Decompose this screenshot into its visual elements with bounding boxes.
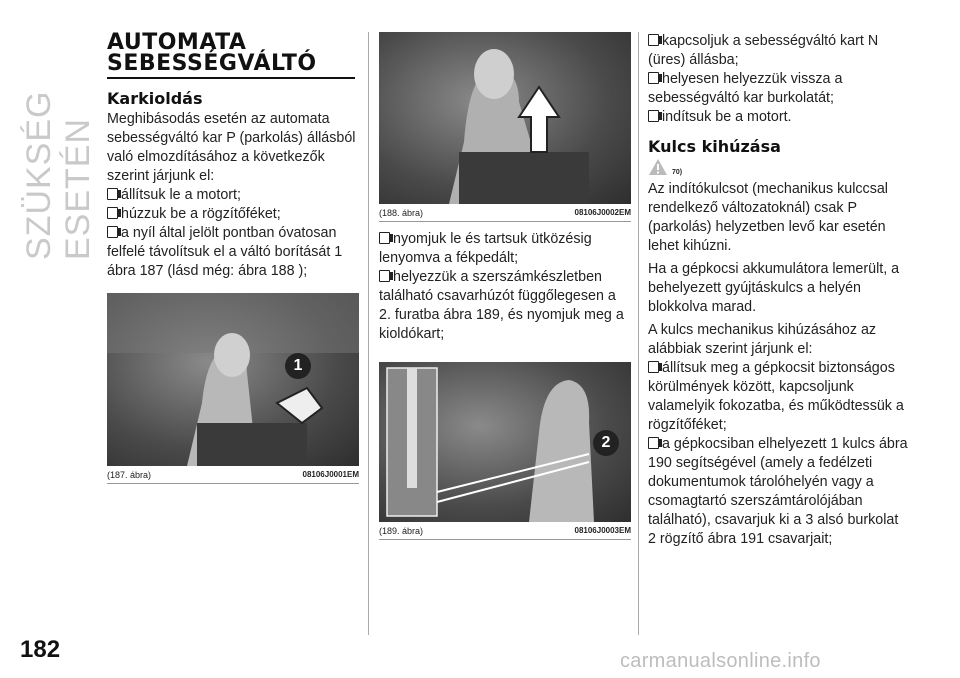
bullet-icon <box>648 72 659 84</box>
subtitle-kulcs-kihuzasa: Kulcs kihúzása <box>648 137 781 156</box>
subtitle-karkioldas: Karkioldás <box>107 89 203 108</box>
step-item: állítsuk le a motort; <box>107 186 359 205</box>
section-title <box>107 32 355 79</box>
figure-188-caption: (188. ábra) 08106J0002EM <box>379 204 631 222</box>
step-item: indítsuk be a motort. <box>648 108 908 127</box>
step-item: húzzuk be a rögzítőféket; <box>107 205 359 224</box>
column-2 <box>379 32 631 548</box>
figure-188-image <box>379 32 631 204</box>
step-item: kapcsoljuk a sebességváltó kart N (üres) állásba; <box>648 33 879 68</box>
bullet-icon <box>648 34 659 46</box>
callout-badge-1: 1 <box>285 353 311 379</box>
figure-187-caption: (187. ábra) 08106J0001EM <box>107 466 359 484</box>
watermark: carmanualsonline.info <box>620 650 821 672</box>
intro-paragraph: Meghibásodás esetén az automata sebességváltó kar P (parkolás) állásból való elmozdításához a következők szerint járjunk el: <box>107 111 356 184</box>
section-title-line1: AUTOMATA <box>107 30 247 55</box>
step-item: a nyíl által jelölt pontban óvatosan felfelé távolítsuk el a váltó borítását 1 ábra 187 (lásd még: ábra 188 ); <box>107 225 343 279</box>
column-1 <box>107 32 359 492</box>
page-number: 182 <box>20 636 61 663</box>
step-item: állítsuk meg a gépkocsit biztonságos körülmények között, kapcsoljunk valamelyik fokozatba, és működtessük a rögzítőféket; <box>648 360 904 433</box>
column-divider <box>368 32 369 635</box>
key-paragraph-1: Az indítókulcsot (mechanikus kulccsal rendelkező változatoknál) csak P (parkolás) helyzetben levő kar esetén lehet kihúzni. <box>648 181 888 254</box>
bullet-icon <box>107 188 118 200</box>
gear-lever-illustration <box>379 32 631 204</box>
bullet-icon <box>379 270 390 282</box>
step-item: helyesen helyezzük vissza a sebességváltó kar burkolatát; <box>648 71 843 106</box>
figure-189-image <box>379 362 631 522</box>
bullet-icon <box>379 232 390 244</box>
key-paragraph-2: Ha a gépkocsi akkumulátora lemerült, a behelyezett gyújtáskulcs a helyén blokkolva marad. <box>648 261 900 315</box>
step-item: nyomjuk le és tartsuk ütközésig lenyomva a fékpedált; <box>379 231 592 266</box>
bullet-icon <box>648 361 659 373</box>
figure-187-image <box>107 293 359 466</box>
step-item: helyezzük a szerszámkészletben található csavarhúzót függőlegesen a 2. furatba ábra 189, és nyomjuk meg a kioldókart; <box>379 269 624 342</box>
warning-triangle-icon <box>648 158 668 176</box>
section-title-line2: SEBESSÉGVÁLTÓ <box>107 51 317 76</box>
column-3 <box>648 32 908 549</box>
callout-badge-2: 2 <box>593 430 619 456</box>
bullet-icon <box>648 110 659 122</box>
page-sidebar <box>0 0 96 678</box>
gear-lever-illustration <box>107 293 359 466</box>
bullet-icon <box>648 437 659 449</box>
bullet-icon <box>107 226 118 238</box>
key-paragraph-3: A kulcs mechanikus kihúzásához az alábbiak szerint járjunk el: <box>648 322 877 357</box>
warning-reference: 70) <box>648 158 908 176</box>
step-item: a gépkocsiban elhelyezett 1 kulcs ábra 190 segítségével (amely a fedélzeti dokumentumok tárolóhelyén vagy a csomagtartó szerszámtárolójában található), csavarjuk ki a 3 alsó burkolat 2 rögzítő ábra 191 csavarjait; <box>648 436 908 547</box>
column-divider <box>638 32 639 635</box>
figure-189-caption: (189. ábra) 08106J0003EM <box>379 522 631 540</box>
chapter-title: SZÜKSÉG ESETÉN <box>20 90 97 260</box>
bullet-icon <box>107 207 118 219</box>
